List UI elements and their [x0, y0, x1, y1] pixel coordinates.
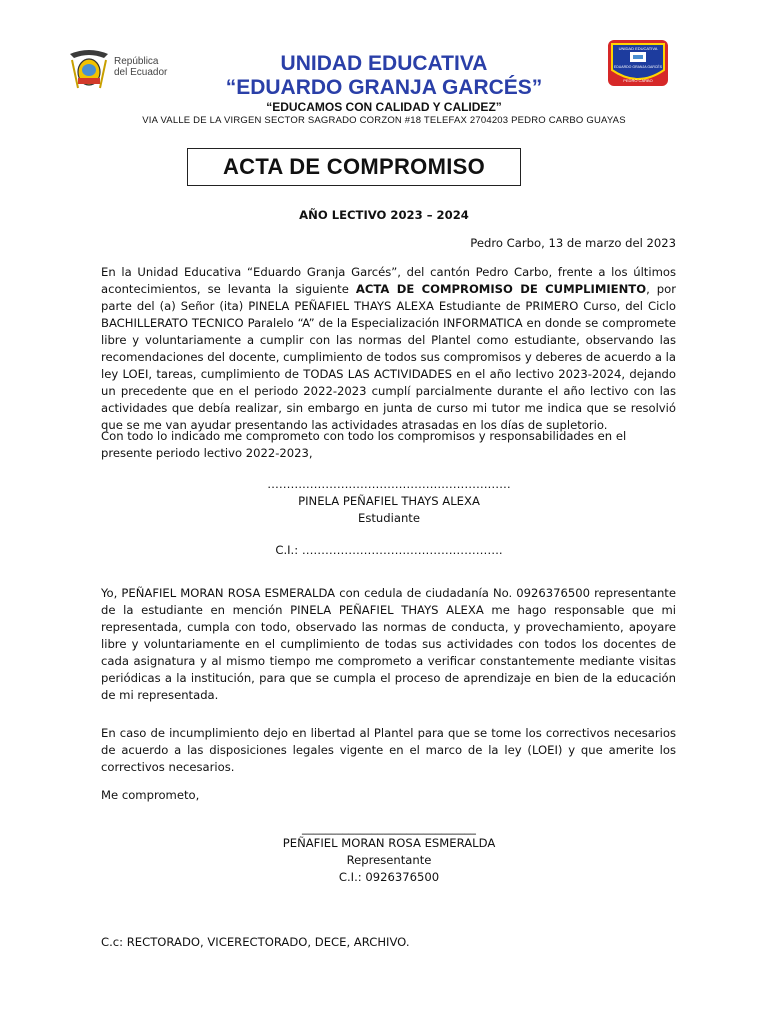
emblem-top-text: UNIDAD EDUCATIVA: [618, 46, 658, 51]
representative-name: PEÑAFIEL MORAN ROSA ESMERALDA: [282, 836, 496, 850]
paragraph2-text: Yo, PEÑAFIEL MORAN ROSA ESMERALDA con cedula de ciudadanía No. 0926376500 representante de la estudiante en mención PINELA PEÑAFIEL THAYS ALEXA me hago responsable que mi representada, cumpla con todo, observado las normas de conducta, y provechamiento, apoyare libre y voluntariamente en el cumplimiento de todas sus actividades con todos los docentes de cada asignatura y al mismo tiempo me comprometo a verificar constantemente mediante visitas periódicas a la institución, para que se cumpla el proceso de aprendizaje en bien de la educación de mi representada.: [101, 586, 676, 702]
school-year: AÑO LECTIVO 2023 – 2024: [299, 208, 469, 222]
paragraph1-line-b: presente periodo lectivo 2022-2023,: [101, 446, 313, 460]
school-emblem-icon: [606, 38, 670, 88]
representative-role: Representante: [346, 853, 432, 867]
place-date: Pedro Carbo, 13 de marzo del 2023: [470, 236, 676, 250]
school-address: VIA VALLE DE LA VIRGEN SECTOR SAGRADO CORZON #18 TELEFAX 2704203 PEDRO CARBO GUAYAS: [142, 115, 626, 126]
student-name: PINELA PEÑAFIEL THAYS ALEXA: [298, 494, 480, 508]
school-motto: “EDUCAMOS CON CALIDAD Y CALIDEZ”: [266, 100, 502, 114]
student-ci: C.I.: …………………………………………….: [275, 543, 503, 557]
paragraph-representative: [101, 585, 676, 704]
closing-text: Me comprometo,: [101, 788, 200, 802]
representative-ci: C.I.: 0926376500: [338, 870, 440, 884]
representative-signature-line: ______________________________: [302, 821, 476, 835]
student-signature-line: ………………………………………………………: [267, 477, 511, 491]
school-name-line2: “EDUARDO GRANJA GARCÉS”: [225, 76, 543, 99]
paragraph1-bold: ACTA DE COMPROMISO DE CUMPLIMIENTO: [355, 282, 647, 296]
emblem-city-text: PEDRO CARBO: [623, 78, 653, 83]
paragraph3-text: En caso de incumplimiento dejo en libertad al Plantel para que se tome los correctivos necesarios de acuerdo a las disposiciones legales vigente en el marco de la ley (LOEI) y que amerite los correctivos necesarios.: [101, 726, 676, 774]
school-emblem-logo: [606, 38, 670, 88]
document-title: ACTA DE COMPROMISO: [187, 148, 521, 186]
paragraph-noncompliance: [101, 725, 676, 776]
emblem-bottom-text: EDUARDO GRANJA GARCÉS: [613, 65, 663, 69]
logo-text-line2: del Ecuador: [114, 67, 168, 78]
paragraph1-line-a: Con todo lo indicado me comprometo con todo los compromisos y responsabilidades en el: [101, 429, 627, 443]
student-role: Estudiante: [358, 511, 420, 525]
paragraph1-part-a: En la Unidad Educativa “Eduardo Granja Garcés”, del cantón Pedro Carbo, frente a los últimos acontecimientos, se levanta la siguiente: [101, 265, 676, 296]
paragraph-commitment: [101, 264, 676, 434]
carbon-copy: C.c: RECTORADO, VICERECTORADO, DECE, ARCHIVO.: [101, 935, 410, 949]
ecuador-coat-of-arms-icon: [66, 48, 112, 90]
school-name-line1: UNIDAD EDUCATIVA: [280, 52, 488, 75]
logo-text-line1: República: [114, 56, 159, 67]
paragraph1-part-b: , por parte del (a) Señor (ita) PINELA PEÑAFIEL THAYS ALEXA Estudiante de PRIMERO Curso, del Ciclo BACHILLERATO TECNICO Paralelo “A” de la Especialización INFORMATICA en donde se compromete libre y voluntariamente a cumplir con las normas del Plantel como estudiante, observando las recomendaciones del docente, cumplimiento de todos sus compromisos y deberes de acuerdo a la ley LOEI, tareas, cumplimiento de TODAS LAS ACTIVIDADES en el año lectivo 2023-2024, dejando un precedente que en el periodo 2022-2023 cumplí parcialmente durante el año lectivo con las actividades que debía realizar, sin embargo en junta de curso mi tutor me indica que se resolvió que se me van ayudar presentando las actividades atrasadas en los días de supletorio.: [101, 282, 676, 432]
